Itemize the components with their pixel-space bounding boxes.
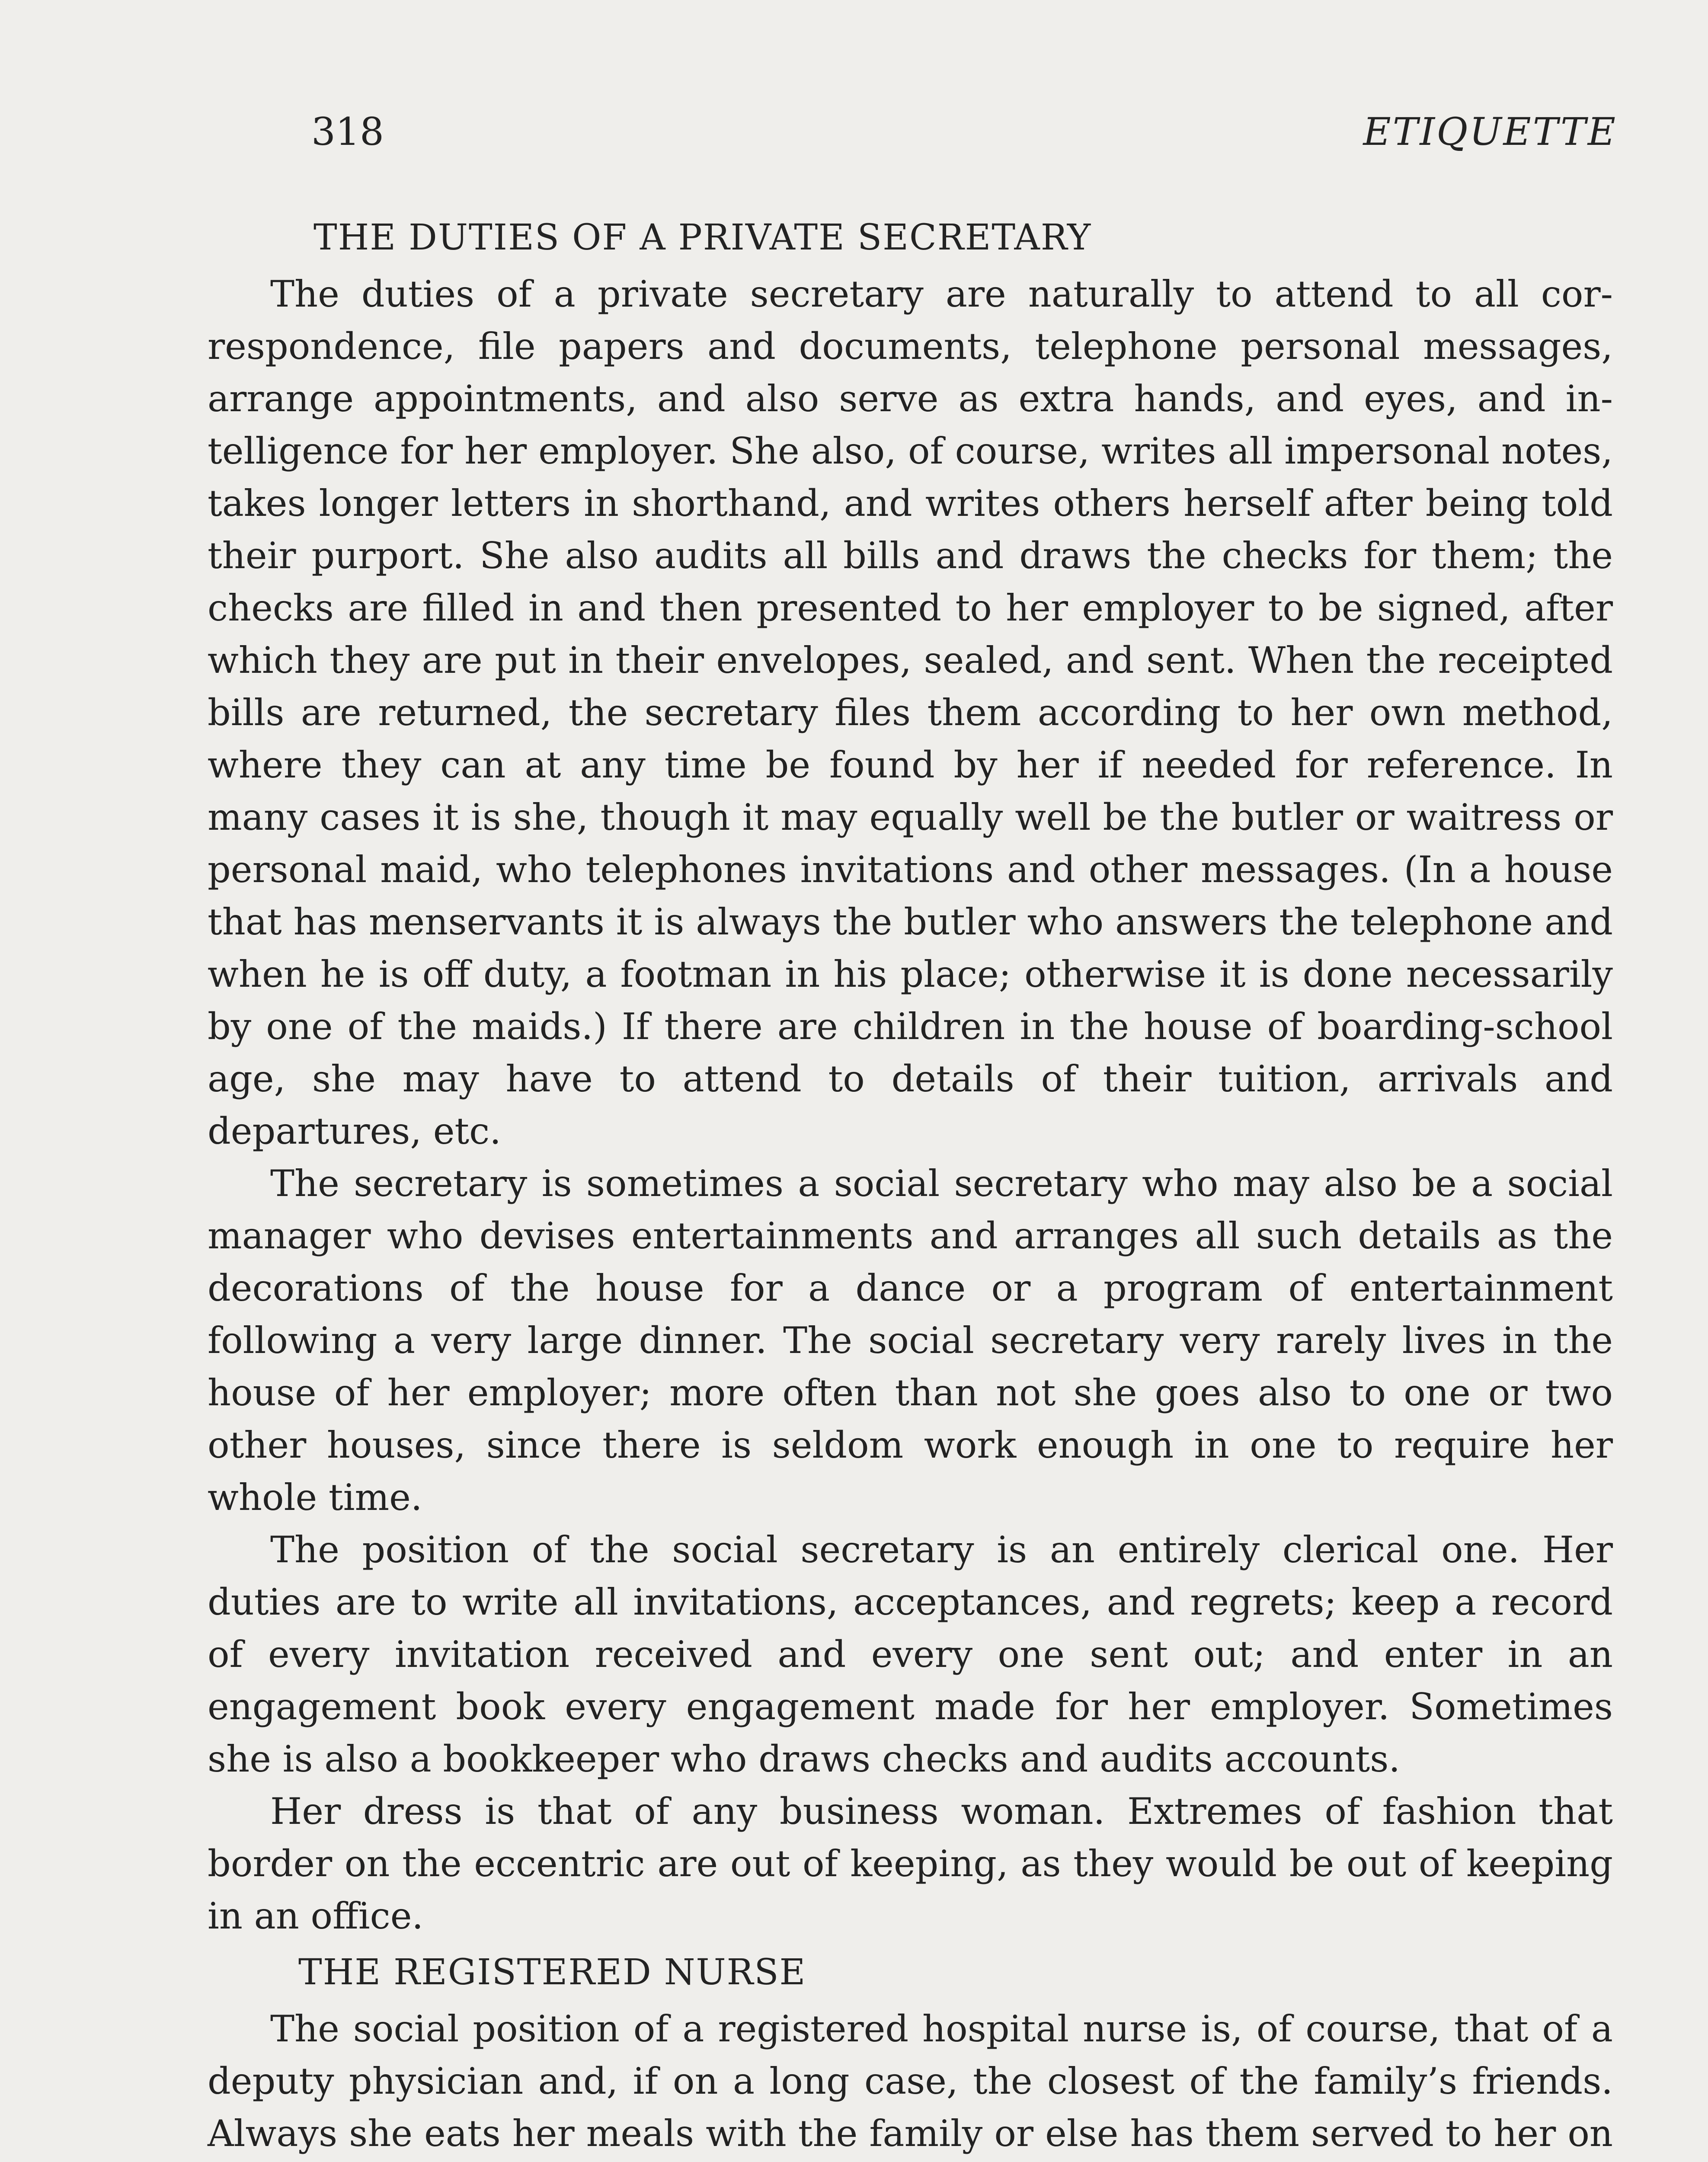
page-number: 318 [311, 109, 384, 154]
paragraph: The social position of a registered hospital nurse is, of course, that of a deputy physician and, if on a long case, the closest of the family’s friends. Always she eats her meals with the family or else has them served to her on [208, 2008, 1613, 2155]
running-head [311, 99, 1617, 164]
paragraph: Her dress is that of any business woman. Extremes of fashion that border on the eccentric are out of keeping, as they would be out of keeping in an office. [208, 1790, 1613, 1937]
page-body [208, 208, 1613, 2162]
running-title: ETIQUETTE [1363, 109, 1617, 154]
section-heading-registered-nurse: THE REGISTERED NURSE [298, 1952, 806, 1993]
section-heading-private-secretary: THE DUTIES OF A PRIVATE SECRETARY [313, 217, 1092, 258]
paragraph: The position of the social secretary is an entirely clerical one. Her duties are to write all invitations, acceptances, and regrets; keep a record of every invitation received and every one sent out; and enter in an engagement book every engagement made for her employer. Sometimes she is also a bookkeeper who draws checks and audits accounts. [208, 1529, 1613, 1780]
paragraph: The secretary is sometimes a social secretary who may also be a social manager who devises entertainments and arranges all such details as the decorations of the house for a dance or a program of entertainment following a very large dinner. The social secretary very rarely lives in the house of her employer; more often than not she goes also to one or two other houses, since there is seldom work enough in one to require her whole time. [208, 1162, 1613, 1519]
paragraph: The duties of a private secretary are naturally to attend to all correspondence, file papers and documents, telephone personal messages, arrange appointments, and also serve as extra hands, and eyes, and intelligence for her employer. She also, of course, writes all impersonal notes, takes longer letters in shorthand, and writes others herself after being told their purport. She also audits all bills and draws the checks for them; the checks are filled in and then presented to her employer to be signed, after which they are put in their envelopes, sealed, and sent. When the receipted bills are returned, the secretary files them according to her own method, where they can at any time be found by her if needed for reference. In many cases it is she, though it may equally well be the butler or waitress or personal maid, who telephones invitations and other messages. (In a house that has menservants it is always the butler who answers the telephone and when he is off duty, a footman in his place; otherwise it is done necessarily by one of the maids.) If there are children in the house of boarding-school age, she may have to attend to details of their tuition, arrivals and departures, etc. [208, 273, 1613, 1152]
